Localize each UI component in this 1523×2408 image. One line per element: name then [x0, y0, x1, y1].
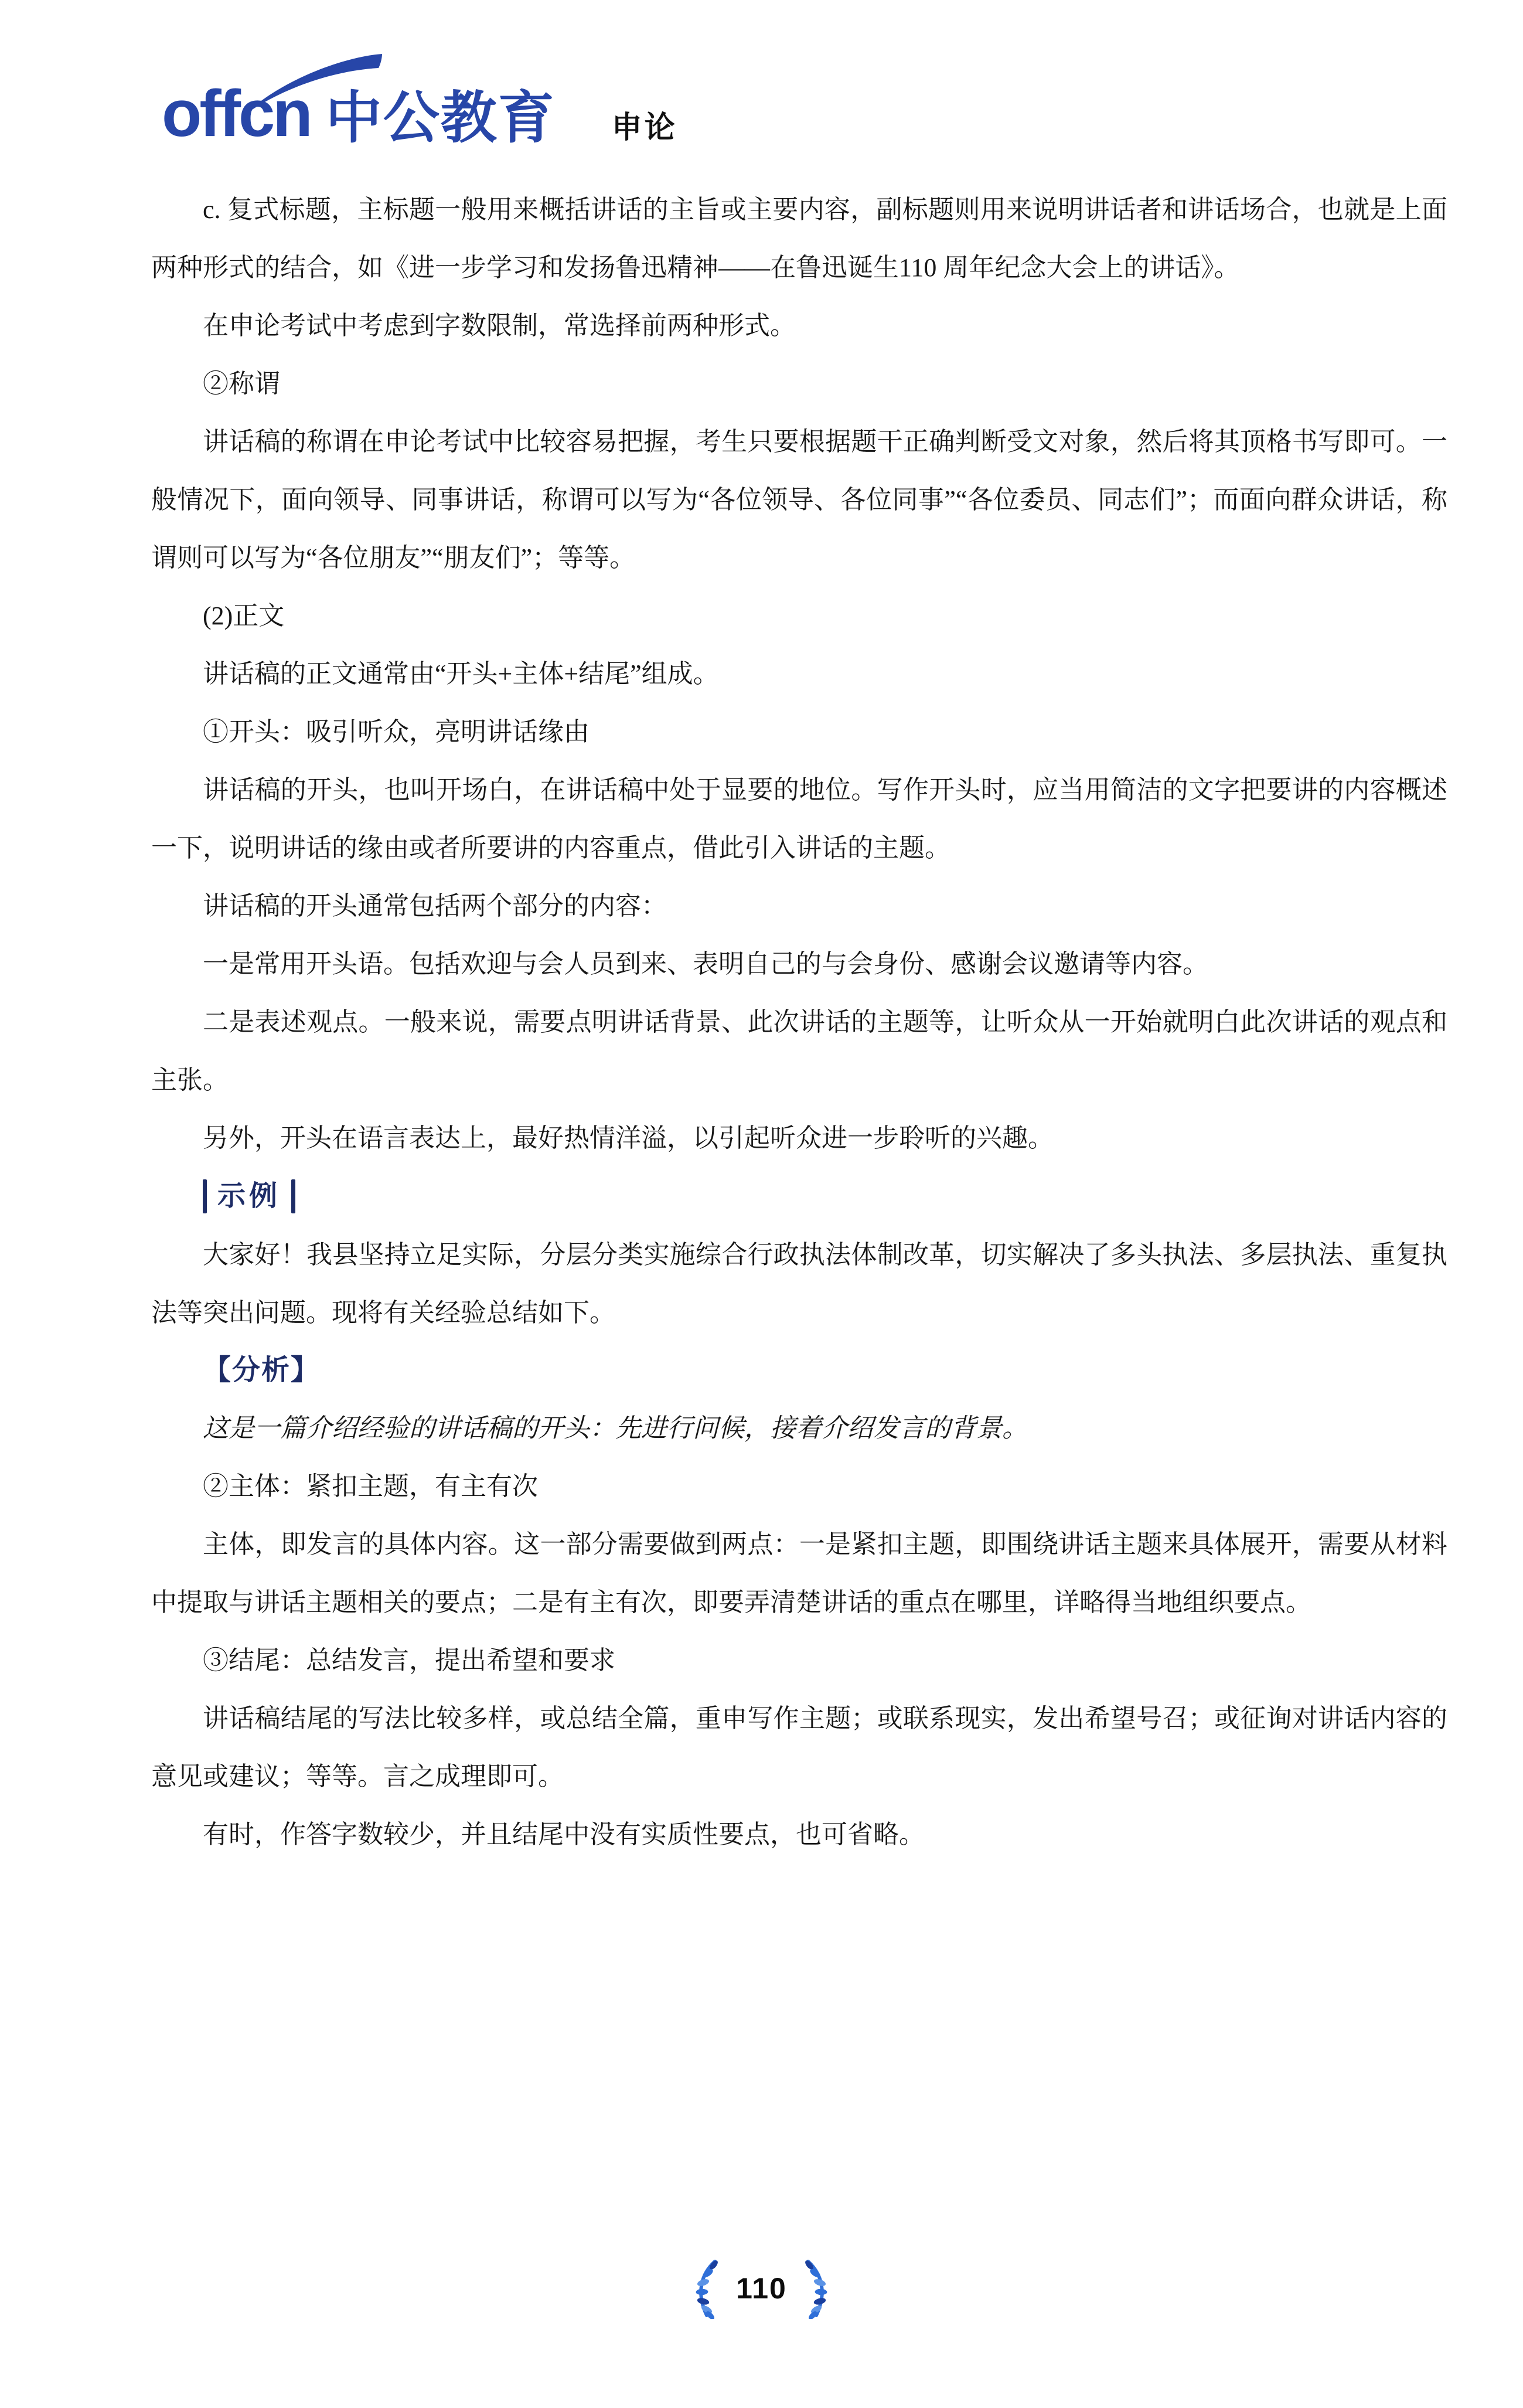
analysis-marker: 【分析】: [203, 1355, 321, 1386]
paragraph-opening-part1: 一是常用开头语。包括欢迎与会人员到来、表明自己的与会身份、感谢会议邀请等内容。: [203, 950, 1208, 978]
laurel-right-icon: [802, 2258, 836, 2319]
example-marker-label: 示例: [217, 1181, 281, 1212]
page-number: 110: [736, 2272, 787, 2305]
heading-ending: ③结尾：总结发言，提出希望和要求: [203, 1646, 615, 1675]
content: [151, 181, 1447, 1863]
paragraph-salutation-detail: 讲话稿的称谓在申论考试中比较容易把握，考生只要根据题干正确判断受文对象，然后将其顶格书写即可。一般情况下，面向领导、同事讲话，称谓可以写为“各位领导、各位同事”“各位委员、同志们”；而面向群众讲话，称谓则可以写为“各位朋友”“朋友们”；等等。: [151, 427, 1447, 572]
paragraph-ending-detail: 讲话稿结尾的写法比较多样，或总结全篇，重申写作主题；或联系现实，发出希望号召；或征询对讲话内容的意见或建议；等等。言之成理即可。: [151, 1704, 1447, 1791]
example-marker: [203, 1175, 1447, 1217]
paragraph-ending-omit: 有时，作答字数较少，并且结尾中没有实质性要点，也可省略。: [203, 1820, 925, 1849]
heading-opening: ①开头：吸引听众，亮明讲话缘由: [203, 717, 590, 746]
paragraph-opening-two-parts: 讲话稿的开头通常包括两个部分的内容：: [203, 892, 667, 920]
page-header: [162, 77, 677, 150]
logo-wordmark-en: offcn: [162, 77, 311, 150]
subject-label: 申论: [611, 111, 677, 145]
paragraph-body-detail: 主体，即发言的具体内容。这一部分需要做到两点：一是紧扣主题，即围绕讲话主题来具体展开，需要从材料中提取与讲话主题相关的要点；二是有主有次，即要弄清楚讲话的重点在哪里，详略得当地组织要点。: [151, 1530, 1447, 1617]
paragraph-opening-part2: 二是表述观点。一般来说，需要点明讲话背景、此次讲话的主题等，让听众从一开始就明白此次讲话的观点和主张。: [151, 1008, 1447, 1094]
example-marker-bar-right-icon: [291, 1179, 295, 1213]
example-marker-bar-left-icon: [203, 1179, 207, 1213]
paragraph-example-text: 大家好！我县坚持立足实际，分层分类实施综合行政执法体制改革，切实解决了多头执法、多层执法、重复执法等突出问题。现将有关经验总结如下。: [151, 1240, 1447, 1327]
laurel-left-icon: [687, 2258, 721, 2319]
heading-body-section: ②主体：紧扣主题，有主有次: [203, 1472, 538, 1501]
paragraph-structure: 讲话稿的正文通常由“开头+主体+结尾”组成。: [203, 659, 719, 688]
paragraph-opening-detail: 讲话稿的开头，也叫开场白，在讲话稿中处于显要的地位。写作开头时，应当用简洁的文字把要讲的内容概述一下，说明讲话的缘由或者所要讲的内容重点，借此引入讲话的主题。: [151, 776, 1447, 862]
offcn-logo: [162, 77, 556, 150]
heading-main-text: (2)正文: [203, 601, 285, 630]
paragraph-word-limit: 在申论考试中考虑到字数限制，常选择前两种形式。: [203, 311, 796, 340]
paragraph-complex-title: c. 复式标题，主标题一般用来概括讲话的主旨或主要内容，副标题则用来说明讲话者和讲话场合，也就是上面两种形式的结合，如《进一步学习和发扬鲁迅精神——在鲁迅诞生110 周年纪念大会上的讲话》。: [151, 195, 1447, 282]
logo-swoosh-icon: [231, 50, 383, 121]
paragraph-opening-tone: 另外，开头在语言表达上，最好热情洋溢，以引起听众进一步聆听的兴趣。: [203, 1124, 1054, 1152]
page-footer: [0, 2258, 1523, 2319]
heading-salutation: ②称谓: [203, 369, 280, 398]
paragraph-analysis-text: 这是一篇介绍经验的讲话稿的开头：先进行问候，接着介绍发言的背景。: [203, 1413, 1028, 1443]
logo-wordmark-cn: 中公教育: [325, 87, 556, 149]
